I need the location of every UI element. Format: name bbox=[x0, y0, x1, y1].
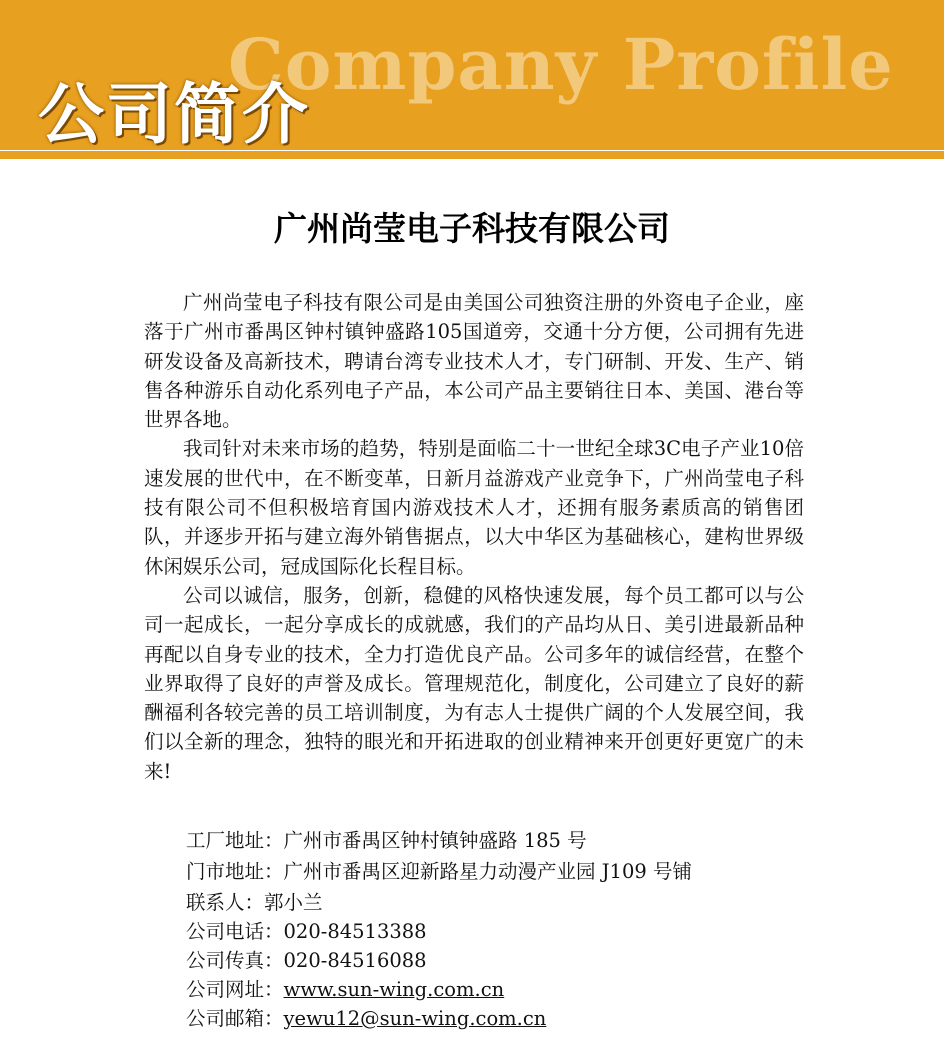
phone-label: 公司电话： bbox=[186, 920, 284, 943]
header-stripe bbox=[0, 151, 944, 159]
email-link[interactable]: yewu12@sun-wing.com.cn bbox=[283, 1007, 547, 1030]
phone-value: 020-84513388 bbox=[283, 920, 427, 943]
page-title: 公司简介 bbox=[38, 76, 310, 150]
factory-address-row bbox=[186, 826, 826, 857]
profile-paragraph: 我司针对未来市场的趋势，特别是面临二十一世纪全球3C电子产业10倍速发展的世代中，在不断变革，日新月益游戏产业竞争下，广州尚莹电子科技有限公司不但积极培育国内游戏技术人才，还拥有服务素质高的销售团队，并逐步开拓与建立海外销售据点，以大中华区为基础核心，建构世界级休闲娱乐公司，冠成国际化长程目标。 bbox=[144, 437, 804, 578]
factory-address-label: 工厂地址： bbox=[186, 829, 284, 852]
store-address-row bbox=[186, 857, 826, 888]
header-banner bbox=[0, 0, 944, 150]
contact-person-label: 联系人： bbox=[186, 891, 265, 914]
contact-person-row bbox=[186, 888, 826, 917]
website-label: 公司网址： bbox=[186, 978, 284, 1001]
profile-paragraph: 公司以诚信，服务，创新，稳健的风格快速发展，每个员工都可以与公司一起成长，一起分享成长的成就感，我们的产品均从日、美引进最新品种再配以自身专业的技术，全力打造优良产品。公司多年的诚信经营，在整个业界取得了良好的声誉及成长。管理规范化，制度化，公司建立了良好的薪酬福利各较完善的员工培训制度，为有志人士提供广阔的个人发展空间，我们以全新的理念，独特的眼光和开拓进取的创业精神来开创更好更宽广的未来! bbox=[144, 583, 804, 783]
english-title-watermark: Company Profile bbox=[228, 23, 894, 106]
factory-address-value: 广州市番禺区钟村镇钟盛路 185 号 bbox=[283, 829, 587, 852]
website-row bbox=[186, 975, 826, 1004]
fax-row bbox=[186, 946, 826, 975]
fax-value: 020-84516088 bbox=[283, 949, 427, 972]
company-name-heading: 广州尚莹电子科技有限公司 bbox=[274, 209, 670, 248]
contact-person-value: 郭小兰 bbox=[264, 891, 323, 914]
store-address-value: 广州市番禺区迎新路星力动漫产业园 J109 号铺 bbox=[283, 860, 692, 883]
profile-article bbox=[144, 288, 804, 786]
email-row bbox=[186, 1004, 826, 1033]
contact-info bbox=[186, 826, 826, 1033]
email-label: 公司邮箱： bbox=[186, 1007, 284, 1030]
profile-paragraph: 广州尚莹电子科技有限公司是由美国公司独资注册的外资电子企业，座落于广州市番禺区钟村镇钟盛路105国道旁，交通十分方便，公司拥有先进研发设备及高新技术，聘请台湾专业技术人才，专门研制、开发、生产、销售各种游乐自动化系列电子产品，本公司产品主要销往日本、美国、港台等世界各地。 bbox=[144, 291, 804, 432]
fax-label: 公司传真： bbox=[186, 949, 284, 972]
phone-row bbox=[186, 917, 826, 946]
website-link[interactable]: www.sun-wing.com.cn bbox=[283, 978, 505, 1001]
store-address-label: 门市地址： bbox=[186, 860, 284, 883]
